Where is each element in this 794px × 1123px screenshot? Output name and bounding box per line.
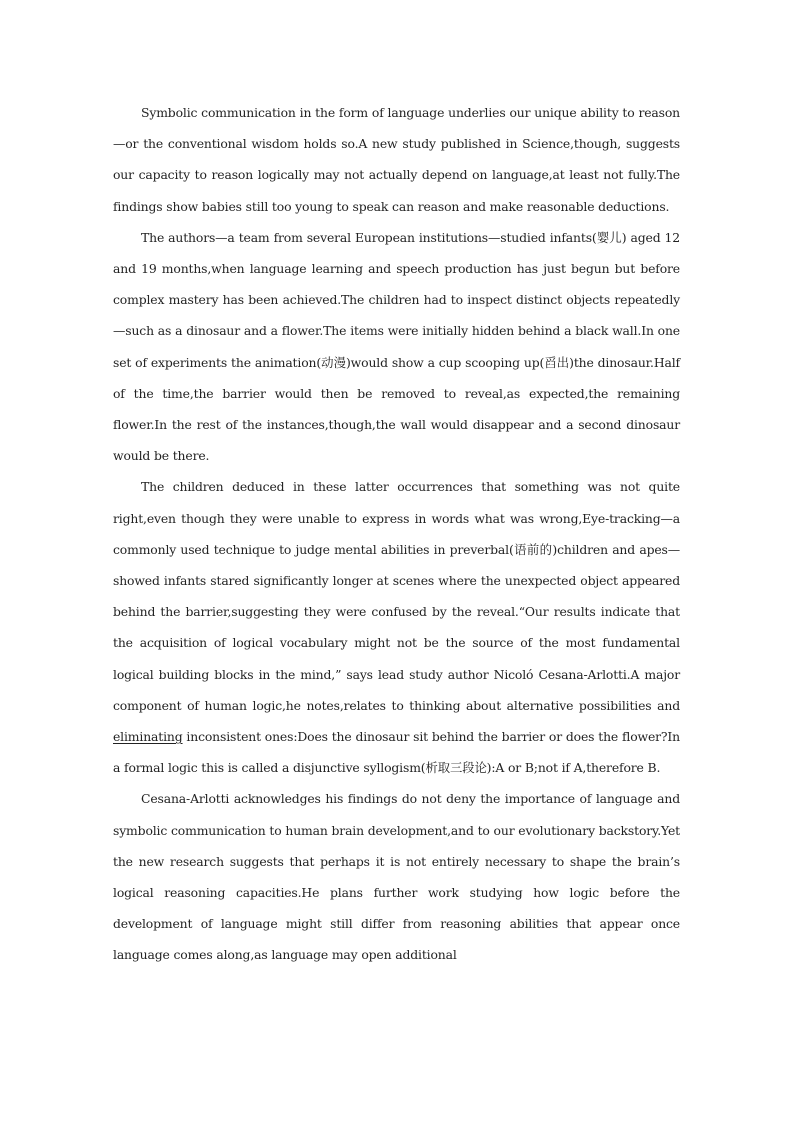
paragraph-2: The authors—a team from several European institutions—studied infants(婴儿) aged 12 and 19 months,when language learning and speech production has just begun but before complex mastery has been achieved.The children had to inspect distinct objects repeatedly—such as a dinosaur and a flower.The items were initially hidden behind a black wall.In one set of experiments the animation(动漫)would show a cup scooping up(舀出)the dinosaur.Half of the time,the barrier would then be removed to reveal,as expected,the remaining flower.In the rest of the instances,though,the wall would disappear and a second dinosaur would be there.	[113, 229, 680, 464]
paragraph-1: Symbolic communication in the form of language underlies our unique ability to reason—or the conventional wisdom holds so.A new study published in Science,though, suggests our capacity to reason logically may not actually depend on language,at least not fully.The findings show babies still too young to speak can reason and make reasonable deductions.	[113, 105, 680, 214]
document-body	[113, 97, 680, 971]
paragraph-3-text-after: inconsistent ones:Does the dinosaur sit behind the barrier or does the flower?In a formal logic this is called a disjunctive syllogism(析取三段论):A or B;not if A,therefore B.	[113, 729, 680, 776]
paragraph-3-text-before: The children deduced in these latter occurrences that something was not quite right,even though they were unable to express in words what was wrong,Eye-tracking—a commonly used technique to judge mental abilities in preverbal(语前的)children and apes—showed infants stared significantly longer at scenes where the unexpected object appeared behind the barrier,suggesting they were confused by the reveal.“Our results indicate that the acquisition of logical vocabulary might not be the source of the most fundamental logical building blocks in the mind,” says lead study author Nicoló Cesana-Arlotti.A major component of human logic,he notes,relates to thinking about alternative possibilities and	[113, 479, 680, 713]
paragraph-4: Cesana-Arlotti acknowledges his findings do not deny the importance of language and symbolic communication to human brain development,and to our evolutionary backstory.Yet the new research suggests that perhaps it is not entirely necessary to shape the brain’s logical reasoning capacities.He plans further work studying how logic before the development of language might still differ from reasoning abilities that appear once language comes along,as language may open additional	[113, 791, 680, 963]
underlined-word: eliminating	[113, 729, 183, 745]
paragraph-3	[113, 471, 680, 783]
